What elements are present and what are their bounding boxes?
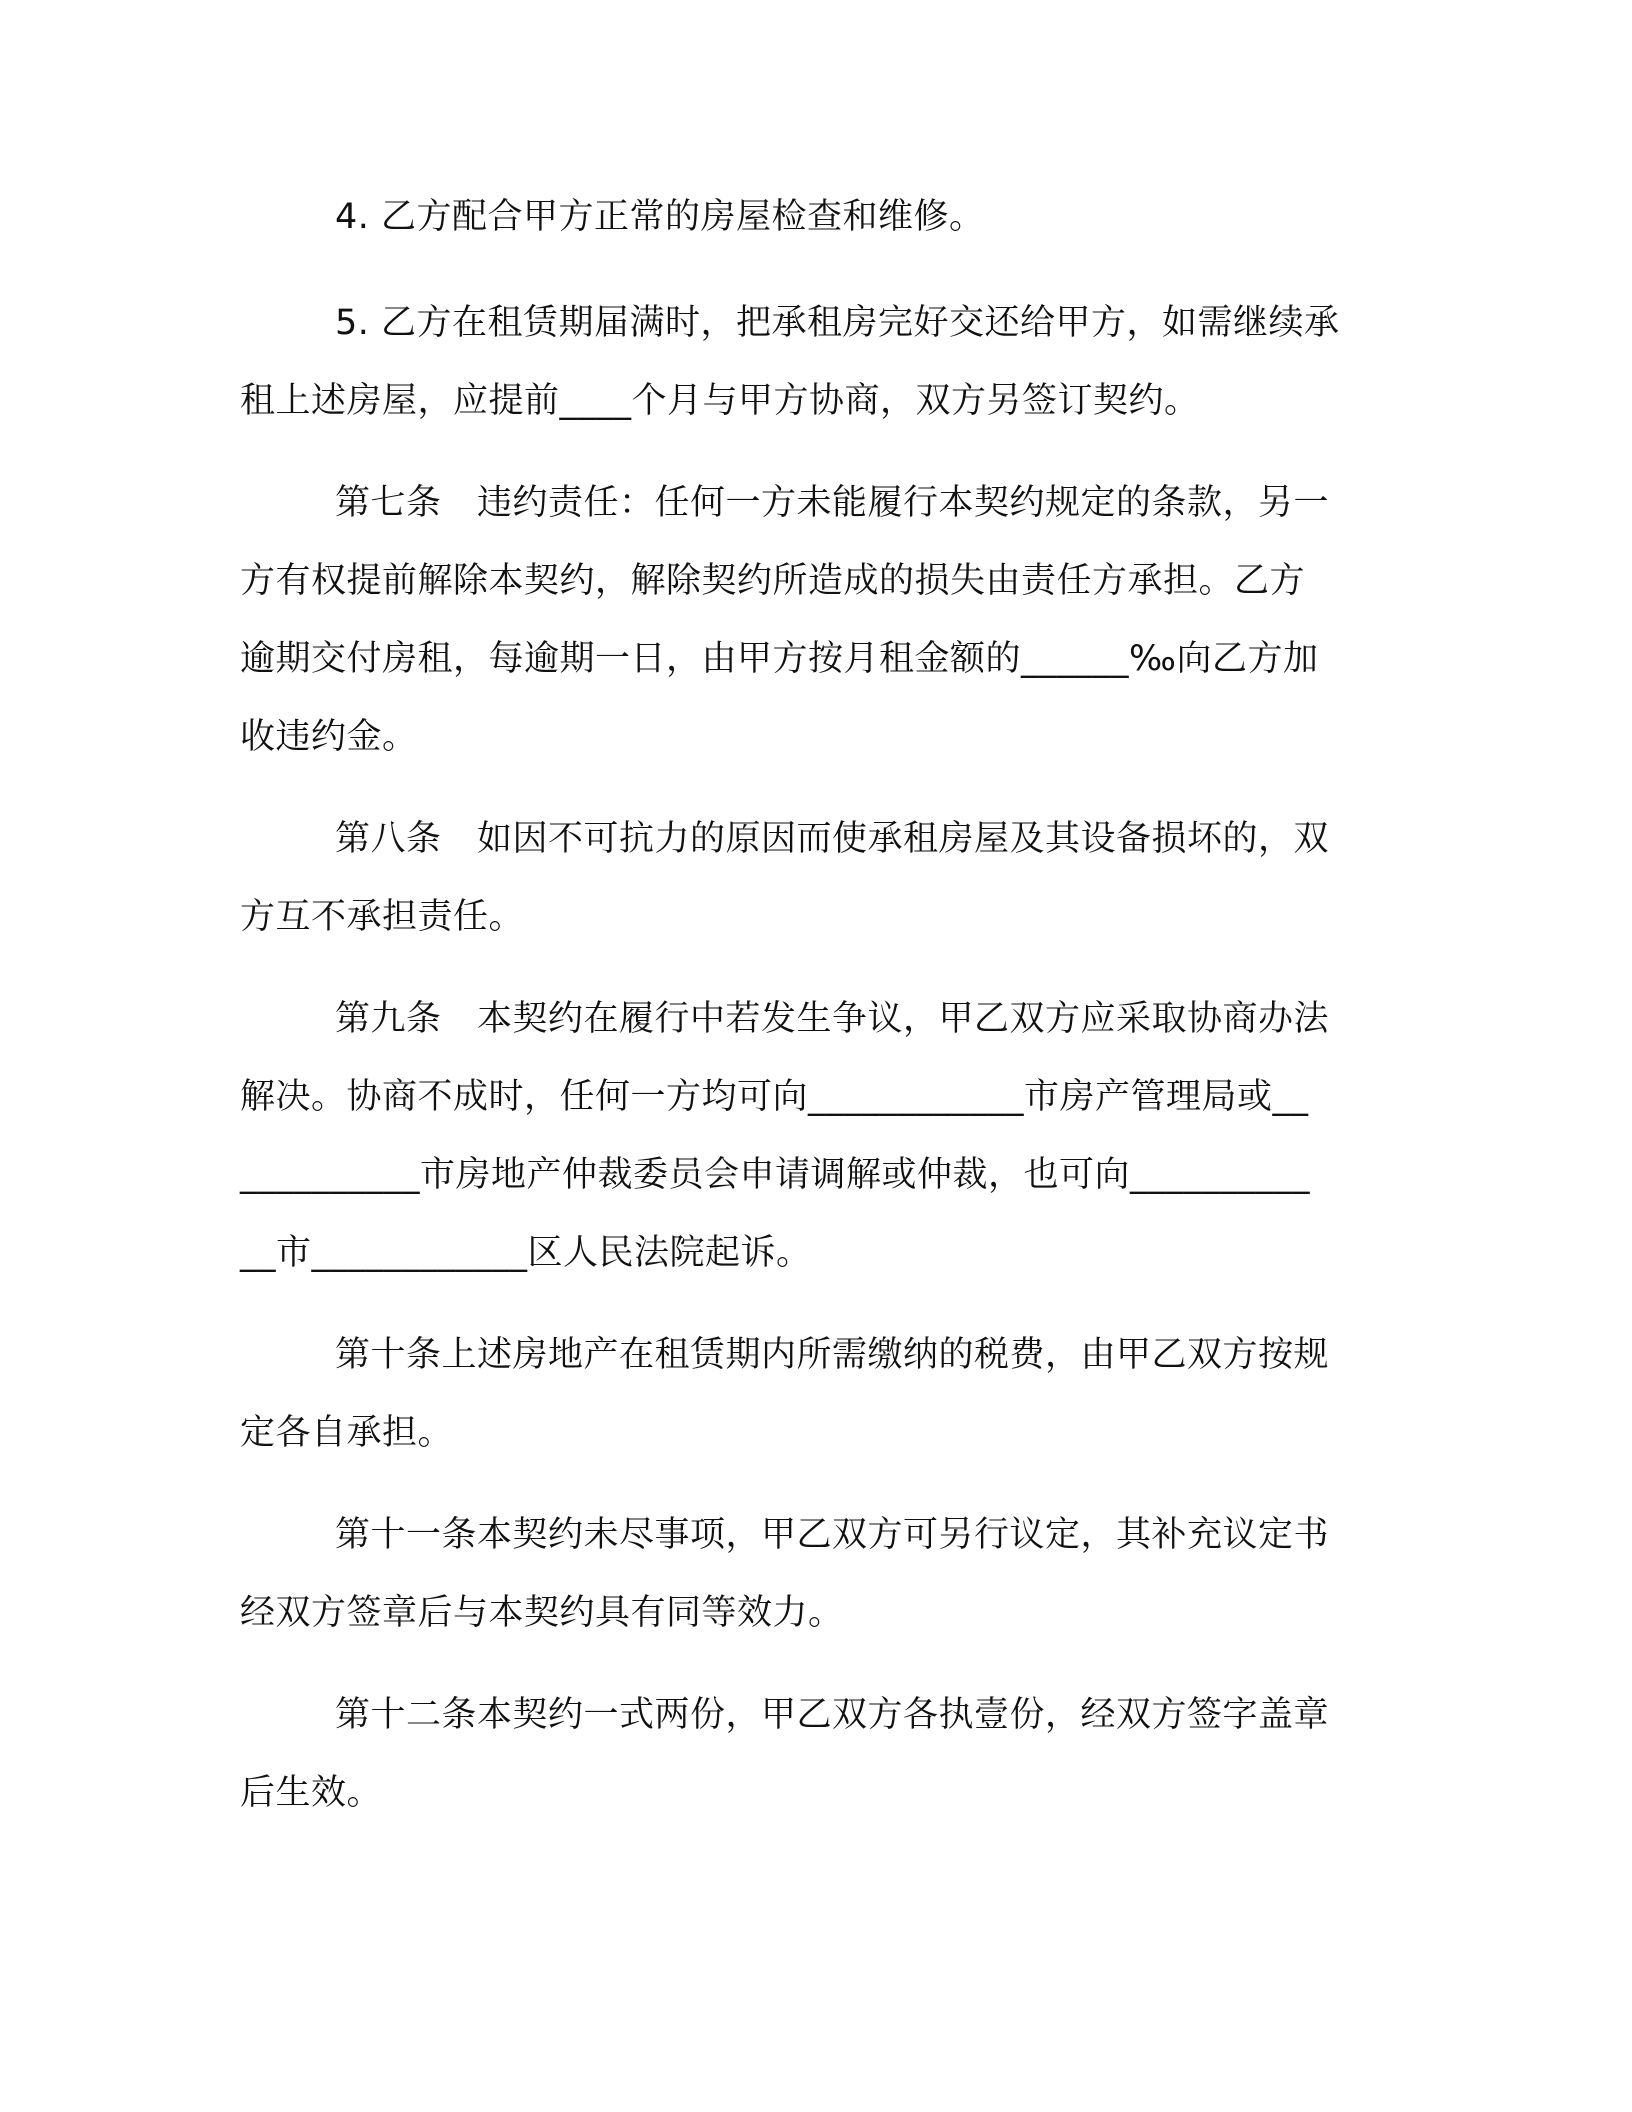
text-line — [240, 698, 1390, 776]
text-segment: 定各自承担。 — [240, 1413, 454, 1453]
text-segment: 第八条 如因不可抗力的原因而使承租房屋及其设备损坏的，双 — [335, 819, 1330, 859]
text-segment: 第十条上述房地产在租赁期内所需缴纳的税费，由甲乙双方按规 — [335, 1335, 1330, 1375]
text-segment: 后生效。 — [240, 1773, 383, 1813]
text-line — [240, 620, 1390, 698]
text-line — [240, 362, 1390, 440]
text-segment: 方有权提前解除本契约，解除契约所造成的损失由责任方承担。乙方 — [240, 561, 1306, 601]
text-segment: 租上述房屋，应提前 — [240, 381, 560, 421]
text-line — [240, 800, 1390, 878]
text-segment: 第十一条本契约未尽事项，甲乙双方可另行议定，其补充议定书 — [335, 1515, 1330, 1555]
text-segment: 逾期交付房租，每逾期一日，由甲方按月租金额的 — [240, 639, 1022, 679]
text-line — [240, 1136, 1390, 1214]
text-segment: ‰向乙方加 — [1129, 639, 1319, 679]
article-9 — [240, 980, 1390, 1292]
text-segment: 收违约金。 — [240, 717, 418, 757]
fill-in-blank: ____ — [559, 381, 632, 421]
article-11 — [240, 1496, 1390, 1652]
text-line — [240, 542, 1390, 620]
text-line — [240, 464, 1390, 542]
text-line — [240, 1058, 1390, 1136]
text-line — [240, 178, 1390, 256]
fill-in-blank: __ — [1272, 1077, 1309, 1117]
text-line — [240, 878, 1390, 956]
text-line — [240, 1754, 1390, 1832]
text-segment: 解决。协商不成时，任何一方均可向 — [240, 1077, 809, 1117]
text-line — [240, 1496, 1390, 1574]
fill-in-blank: __ — [240, 1233, 276, 1273]
text-segment: 第七条 违约责任：任何一方未能履行本契约规定的条款，另一 — [335, 483, 1330, 523]
text-segment: 市房产管理局或 — [1024, 1077, 1273, 1117]
text-segment: 4. 乙方配合甲方正常的房屋检查和维修。 — [335, 197, 985, 237]
article-8 — [240, 800, 1390, 956]
paragraph-item-4 — [240, 178, 1390, 256]
paragraph-item-5 — [240, 284, 1390, 440]
text-segment: 个月与甲方协商，双方另签订契约。 — [631, 381, 1200, 421]
text-line — [240, 1214, 1390, 1292]
fill-in-blank: __________ — [1130, 1155, 1311, 1195]
article-7 — [240, 464, 1390, 776]
text-line — [240, 1316, 1390, 1394]
text-segment: 第十二条本契约一式两份，甲乙双方各执壹份，经双方签字盖章 — [335, 1695, 1330, 1735]
text-line — [240, 980, 1390, 1058]
fill-in-blank: ____________ — [808, 1077, 1025, 1117]
text-segment: 市房地产仲裁委员会申请调解或仲裁，也可向 — [420, 1155, 1131, 1195]
text-line — [240, 1676, 1390, 1754]
text-line — [240, 1574, 1390, 1652]
text-segment: 经双方签章后与本契约具有同等效力。 — [240, 1593, 844, 1633]
text-segment: 第九条 本契约在履行中若发生争议，甲乙双方应采取协商办法 — [335, 999, 1330, 1039]
text-segment: 区人民法院起诉。 — [527, 1233, 812, 1273]
text-segment: 市 — [276, 1233, 312, 1273]
fill-in-blank: ______ — [1021, 639, 1130, 679]
article-10 — [240, 1316, 1390, 1472]
article-12 — [240, 1676, 1390, 1832]
fill-in-blank: ____________ — [311, 1233, 528, 1273]
text-line — [240, 284, 1390, 362]
text-segment: 方互不承担责任。 — [240, 897, 525, 937]
text-segment: 5. 乙方在租赁期届满时，把承租房完好交还给甲方，如需继续承 — [335, 303, 1340, 343]
fill-in-blank: __________ — [240, 1155, 420, 1195]
text-line — [240, 1394, 1390, 1472]
